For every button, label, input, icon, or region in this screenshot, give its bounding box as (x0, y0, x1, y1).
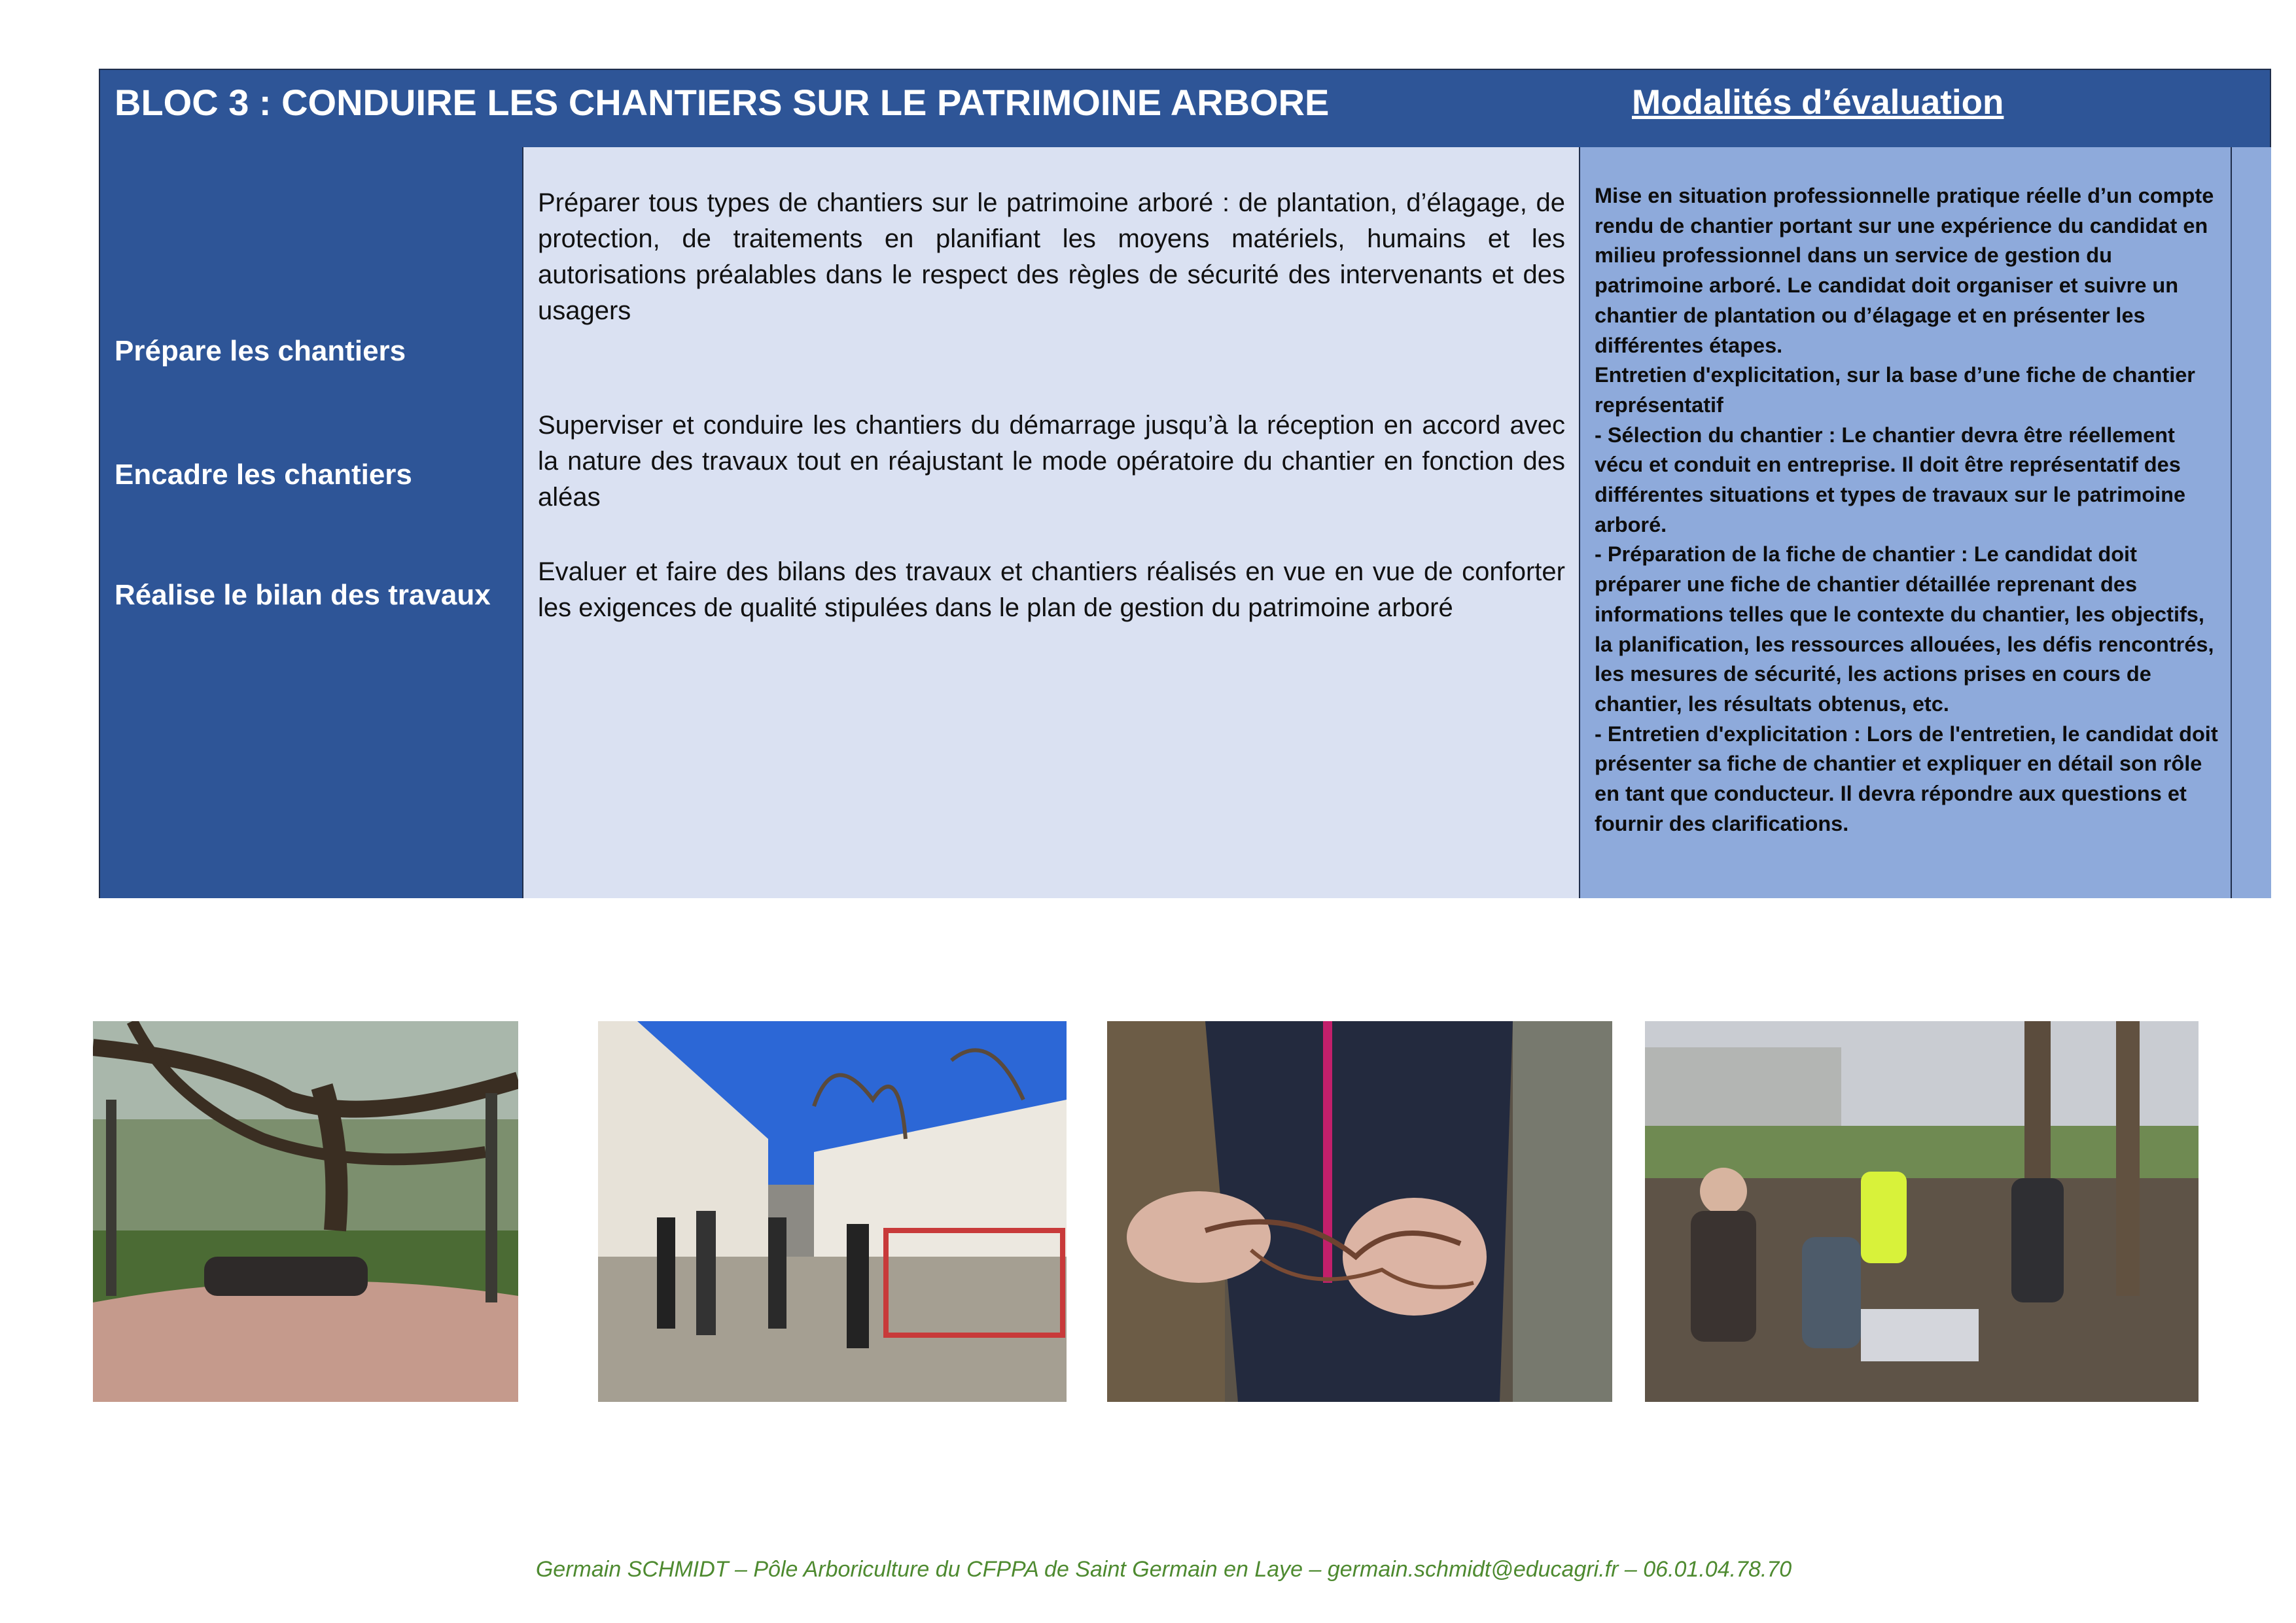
photo-urban-courtyard (598, 1021, 1067, 1402)
table-header (100, 70, 2270, 148)
evaluation-column (1580, 147, 2232, 898)
descriptions-column (523, 147, 1580, 898)
empty-column (2232, 147, 2271, 898)
evaluation-paragraph: - Préparation de la fiche de chantier : Le candidat doit préparer une fiche de chantier détaillée reprenant des informations telles que le contexte du chantier, les objectifs, la planification, les ressources allouées, les défis rencontrés, les mesures de sécurité, les actions prises en cours de chantier, les résultats obtenus, etc. (1595, 542, 2214, 716)
description-prepare: Préparer tous types de chantiers sur le patrimoine arboré : de plantation, d’élagage, de protection, de traitements en planifiant les moyens matériels, humains et les autorisations préalables dans le respect des règles de sécurité des intervenants et des usagers (538, 188, 1565, 325)
footer-contact: Germain SCHMIDT – Pôle Arboriculture du CFPPA de Saint Germain en Laye – germain.schmidt@educagri.fr – 06.01.04.78.70 (535, 1557, 1792, 1582)
photo-hands-roots (1107, 1021, 1612, 1402)
photo-tree-group (93, 1021, 518, 1402)
skill-bilan: Réalise le bilan des travaux (115, 579, 491, 611)
bloc-title: BLOC 3 : CONDUIRE LES CHANTIERS SUR LE PATRIMOINE ARBORE (115, 82, 1330, 123)
evaluation-title: Modalités d’évaluation (1632, 83, 2004, 122)
evaluation-paragraph: - Entretien d'explicitation : Lors de l'entretien, le candidat doit présenter sa fiche de chantier et expliquer en détail son rôle en tant que conducteur. Il devra répondre aux questions et fournir des clarifications. (1595, 722, 2218, 835)
skill-prepare: Prépare les chantiers (115, 335, 406, 367)
description-encadre: Superviser et conduire les chantiers du démarrage jusqu’à la réception en accord avec la nature des travaux tout en réajustant le mode opératoire du chantier en fonction des aléas (538, 411, 1565, 512)
skill-encadre: Encadre les chantiers (115, 459, 412, 491)
evaluation-paragraph: Entretien d'explicitation, sur la base d’une fiche de chantier représentatif (1595, 363, 2195, 417)
evaluation-text (1595, 181, 2223, 839)
description-bilan: Evaluer et faire des bilans des travaux et chantiers réalisés en vue en vue de conforter les exigences de qualité stipulées dans le plan de gestion du patrimoine arboré (538, 557, 1565, 622)
skills-column (100, 147, 523, 898)
evaluation-paragraph: - Sélection du chantier : Le chantier devra être réellement vécu et conduit en entreprise. Il doit être représentatif des différentes situations et types de travaux sur le patrimoine arboré. (1595, 423, 2186, 536)
photo-park-group (1645, 1021, 2199, 1402)
evaluation-paragraph: Mise en situation professionnelle pratique réelle d’un compte rendu de chantier portant sur une expérience du candidat en milieu professionnel dans un service de gestion du patrimoine arboré. Le candidat doit organiser et suivre un chantier de plantation ou d’élagage et en présenter les différentes étapes. (1595, 184, 2214, 357)
competency-table (99, 69, 2271, 898)
